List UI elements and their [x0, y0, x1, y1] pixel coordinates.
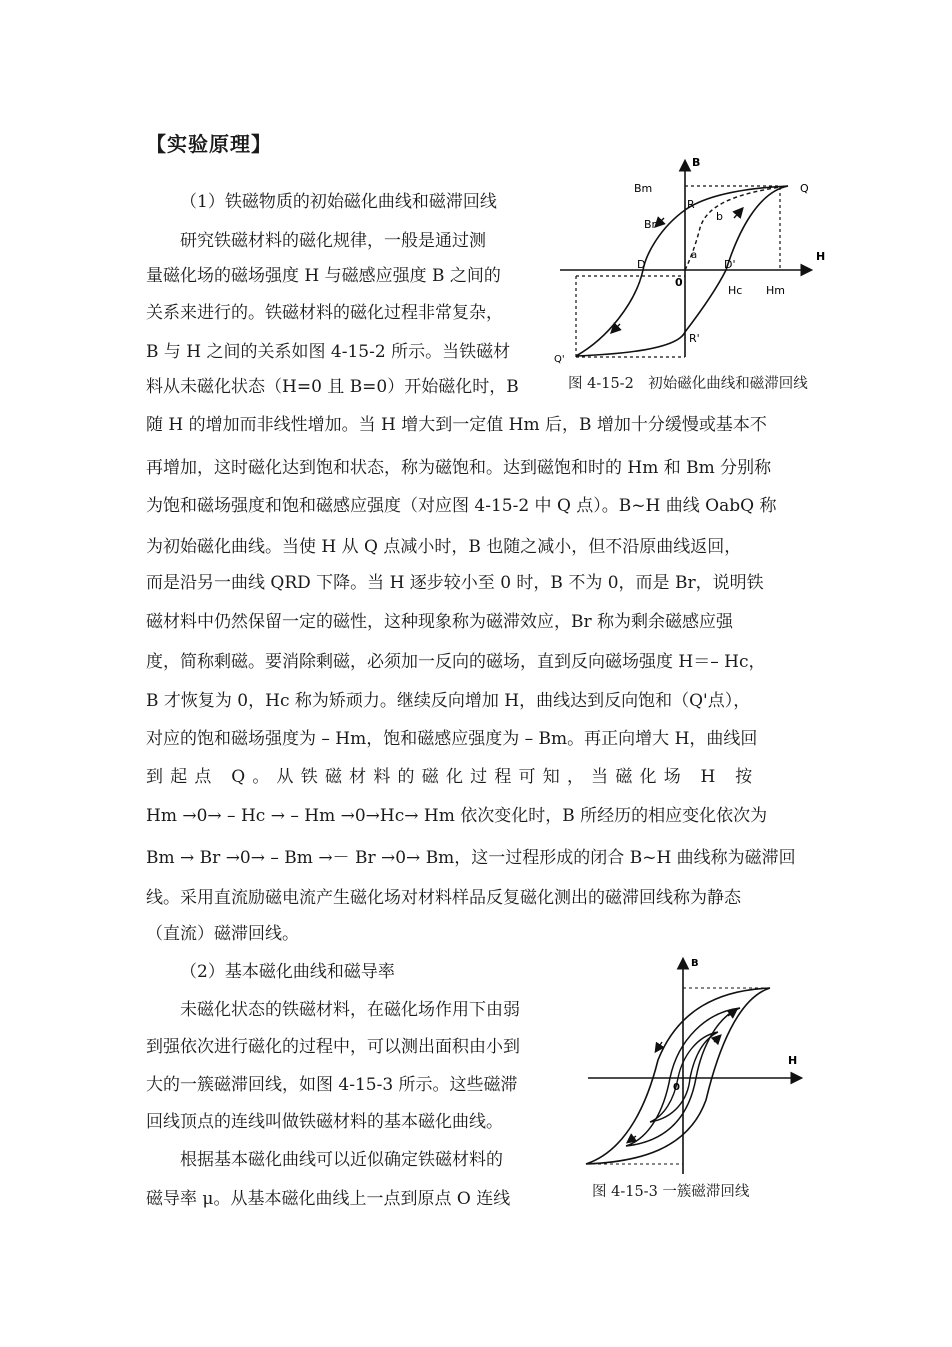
paragraph-line: Bm → Br →0→ – Bm →－ Br →0→ Bm，这一过程形成的闭合 B~H 曲线称为磁滞回 — [146, 848, 796, 868]
hysteresis-family-figure — [578, 950, 808, 1180]
paragraph-line: 对应的饱和磁场强度为 – Hm，饱和磁感应强度为 – Bm。再正向增大 H，曲线回 — [146, 729, 758, 749]
paragraph-line: （直流）磁滞回线。 — [146, 924, 299, 944]
label-a: a — [691, 250, 698, 261]
paragraph-line: 回线顶点的连线叫做铁磁材料的基本磁化曲线。 — [146, 1112, 503, 1132]
figure-caption-2: 图 4-15-3 一簇磁滞回线 — [592, 1184, 750, 1200]
paragraph-line: Hm →0→ – Hc → – Hm →0→Hc→ Hm 依次变化时，B 所经历的相应变化依次为 — [146, 806, 768, 826]
paragraph-line: 大的一簇磁滞回线，如图 4-15-3 所示。这些磁滞 — [146, 1075, 518, 1095]
label-b: B — [691, 958, 699, 969]
paragraph-line: 未磁化状态的铁磁材料，在磁化场作用下由弱 — [180, 1000, 520, 1020]
paragraph-line: B 与 H 之间的关系如图 4-15-2 所示。当铁磁材 — [146, 342, 511, 362]
paragraph-line: 磁导率 μ。从基本磁化曲线上一点到原点 O 连线 — [146, 1189, 511, 1209]
paragraph-line: 量磁化场的磁场强度 H 与磁感应强度 B 之间的 — [146, 266, 501, 286]
label-b-point: b — [716, 210, 723, 223]
hysteresis-diagram — [548, 152, 848, 372]
label-br: Br — [644, 218, 657, 231]
label-bm: Bm — [634, 182, 653, 195]
hysteresis-family-diagram — [578, 950, 808, 1180]
subsection-title-2: （2）基本磁化曲线和磁导率 — [180, 962, 395, 982]
paragraph-line: 为饱和磁场强度和饱和磁感应强度（对应图 4-15-2 中 Q 点）。B~H 曲线 OabQ 称 — [146, 496, 777, 516]
paragraph-line: 到起点 Q。从铁磁材料的磁化过程可知，当磁化场 H 按 — [146, 767, 760, 787]
paragraph-line: 料从未磁化状态（H=0 且 B=0）开始磁化时，B — [146, 377, 519, 397]
label-hc: Hc — [728, 284, 743, 297]
subsection-title-1: （1）铁磁物质的初始磁化曲线和磁滞回线 — [180, 192, 497, 212]
hysteresis-figure — [548, 152, 848, 372]
paragraph-line: 磁材料中仍然保留一定的磁性，这种现象称为磁滞效应，Br 称为剩余磁感应强 — [146, 612, 734, 632]
paragraph-line: 度，简称剩磁。要消除剩磁，必须加一反向的磁场，直到反向磁场强度 H＝– Hc， — [146, 652, 766, 672]
paragraph-line: 线。采用直流励磁电流产生磁化场对材料样品反复磁化测出的磁滞回线称为静态 — [146, 888, 741, 908]
label-hm: Hm — [766, 284, 785, 297]
label-d-prime: D' — [724, 258, 736, 271]
label-d: D — [637, 258, 646, 271]
label-b: B — [692, 156, 701, 169]
label-origin: 0 — [675, 276, 683, 289]
paragraph-line: 为初始磁化曲线。当使 H 从 Q 点减小时，B 也随之减小，但不沿原曲线返回， — [146, 537, 742, 557]
label-r-prime: R' — [689, 332, 700, 345]
paragraph-line: 到强依次进行磁化的过程中，可以测出面积由小到 — [146, 1037, 520, 1057]
label-q: Q — [800, 182, 809, 195]
section-heading: 【实验原理】 — [146, 132, 272, 156]
paragraph-line: 关系来进行的。铁磁材料的磁化过程非常复杂， — [146, 303, 503, 323]
label-q-prime: Q' — [554, 354, 565, 365]
paragraph-line: 根据基本磁化曲线可以近似确定铁磁材料的 — [180, 1150, 503, 1170]
label-h: H — [816, 250, 826, 263]
figure-caption-1: 图 4-15-2 初始磁化曲线和磁滞回线 — [568, 376, 808, 392]
label-r: R — [687, 198, 695, 211]
label-h: H — [788, 1054, 798, 1067]
paragraph-line: 再增加，这时磁化达到饱和状态，称为磁饱和。达到磁饱和时的 Hm 和 Bm 分别称 — [146, 458, 772, 478]
paragraph-line: 随 H 的增加而非线性增加。当 H 增大到一定值 Hm 后，B 增加十分缓慢或基本不 — [146, 415, 767, 435]
paragraph-line: 而是沿另一曲线 QRD 下降。当 H 逐步较小至 0 时，B 不为 0，而是 Br，说明铁 — [146, 573, 764, 593]
label-origin: 0 — [673, 1082, 680, 1093]
paragraph-line: 研究铁磁材料的磁化规律，一般是通过测 — [180, 231, 486, 251]
paragraph-line: B 才恢复为 0，Hc 称为矫顽力。继续反向增加 H，曲线达到反向饱和（Q'点）， — [146, 691, 751, 711]
